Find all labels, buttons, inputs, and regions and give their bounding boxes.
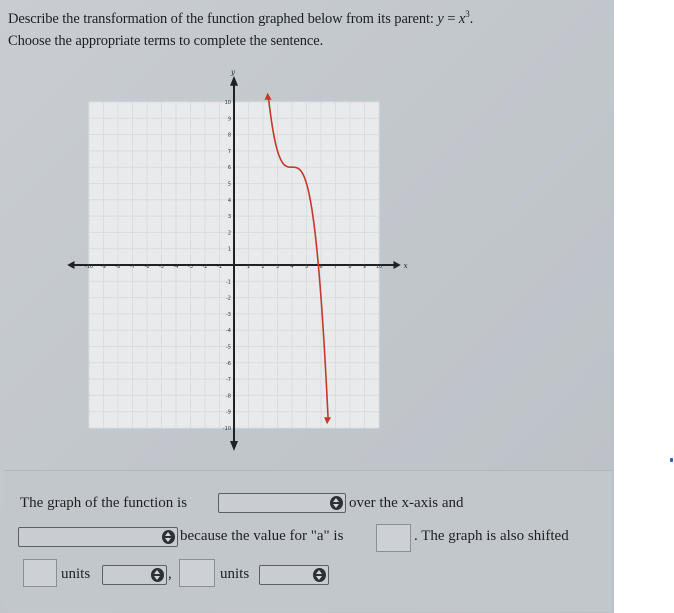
x-tick-label: -8 (115, 264, 121, 270)
y-tick-label: -2 (226, 295, 231, 302)
y-tick-label: -1 (226, 279, 231, 286)
select-arrows-icon (313, 568, 326, 582)
x-tick-label: 5 (304, 264, 309, 270)
parent-base: x (458, 10, 466, 27)
direction1-dropdown[interactable] (102, 565, 167, 585)
y-tick-label: 9 (227, 116, 231, 123)
sentence-part-1: The graph of the function is (20, 495, 188, 511)
y-tick-label: -9 (226, 409, 231, 416)
x-tick-label: 2 (261, 264, 265, 270)
y-tick-label: 6 (227, 165, 231, 172)
y-tick-label: -6 (226, 360, 231, 367)
x-tick-label: -3 (188, 264, 193, 270)
select-arrows-icon (151, 568, 164, 582)
stretch-dropdown[interactable] (18, 527, 178, 547)
question-line-2: Choose the appropriate terms to complete the sentence. (8, 33, 324, 49)
y-tick-label: 3 (227, 214, 231, 221)
x-tick-label: 8 (348, 264, 352, 270)
y-tick-label: 8 (227, 132, 231, 139)
x-tick-label: 10 (375, 264, 383, 270)
x-tick-label: 9 (362, 264, 367, 270)
y-tick-label: 10 (224, 100, 231, 106)
y-tick-label: 7 (227, 148, 231, 155)
x-tick-label: -1 (217, 264, 222, 270)
y-tick-label: -8 (226, 393, 231, 400)
y-axis-label: y (231, 68, 235, 77)
parent-var: y (437, 10, 444, 27)
sentence-part-4: . The graph is also shifted (414, 528, 569, 544)
x-tick-label: 1 (246, 264, 251, 270)
shift2-input[interactable] (179, 559, 215, 587)
reflect-dropdown[interactable] (218, 493, 346, 513)
y-tick-label: 1 (227, 246, 231, 253)
x-tick-label: -4 (173, 264, 179, 270)
y-tick-label: -5 (226, 344, 231, 351)
x-tick-label: -7 (130, 264, 135, 270)
x-axis-arrow-left (67, 261, 74, 269)
direction2-dropdown[interactable] (259, 565, 329, 585)
x-tick-label: 4 (290, 264, 294, 270)
question-prefix: Describe the transformation of the function graphed below from its parent: (8, 10, 434, 27)
x-tick-label: -6 (144, 264, 150, 270)
select-arrows-icon (162, 530, 175, 544)
x-tick-label: 3 (275, 264, 280, 270)
x-tick-label: -2 (202, 264, 208, 270)
parent-end: . (469, 10, 474, 27)
x-axis-arrow-right (394, 261, 401, 269)
shift1-input[interactable] (23, 559, 57, 587)
units-label-2: units (220, 566, 250, 582)
y-tick-label: -10 (222, 426, 231, 432)
sentence-part-3: because the value for "a" is (180, 528, 344, 544)
y-axis-arrow-up (230, 76, 238, 86)
question-line-1 (8, 9, 473, 28)
y-tick-label: 4 (227, 197, 231, 204)
function-graph (58, 68, 408, 440)
answer-panel (4, 470, 612, 612)
x-tick-label: -5 (159, 264, 164, 270)
y-tick-label: 2 (227, 230, 231, 237)
x-tick-label: 6 (319, 264, 323, 270)
curve-arrow-up (265, 93, 272, 100)
sentence-part-2: over the x-axis and (349, 495, 464, 511)
x-tick-label: -10 (84, 264, 94, 270)
a-value-input[interactable] (376, 524, 411, 552)
units-label-1: units (61, 566, 91, 582)
parent-exp: 3 (465, 9, 470, 19)
y-tick-label: 5 (227, 181, 231, 188)
y-tick-label: -3 (226, 311, 231, 318)
parent-function (437, 11, 473, 27)
parent-eq: = (447, 10, 456, 27)
y-axis-arrow-down (230, 441, 238, 451)
comma: , (168, 566, 172, 582)
y-tick-label: -7 (226, 377, 231, 384)
select-arrows-icon (330, 496, 343, 510)
x-tick-label: 7 (333, 264, 338, 270)
x-axis-label: x (403, 262, 408, 270)
y-tick-label: -4 (226, 328, 231, 335)
stray-dot (670, 458, 673, 462)
x-tick-label: -9 (101, 264, 106, 270)
